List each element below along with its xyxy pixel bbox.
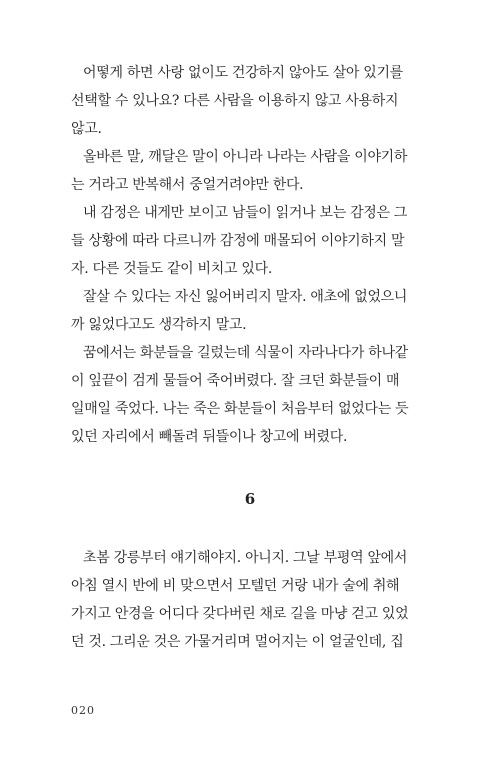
chapter-number: 6 [244, 490, 256, 508]
body-text-bottom [71, 544, 421, 656]
text-line: 일매일 죽었다. 나는 죽은 화분들이 처음부터 없었다는 듯 [71, 401, 409, 417]
text-line: 까 잃었다고도 생각하지 말고. [71, 317, 247, 333]
text-line: 올바른 말, 깨달은 말이 아니라 나라는 사람을 이야기하 [83, 149, 408, 165]
text-line: 잘살 수 있다는 자신 잃어버리지 말자. 애초에 없었으니 [83, 289, 408, 305]
text-line: 자. 다른 것들도 같이 비치고 있다. [71, 261, 272, 277]
text-line: 않고. [71, 121, 102, 137]
page-number: 020 [71, 704, 95, 717]
text-line: 내 감정은 내게만 보이고 남들이 읽거나 보는 감정은 그 [83, 205, 408, 221]
text-line: 가지고 안경을 어디다 갖다버린 채로 길을 마냥 걷고 있었 [71, 606, 409, 622]
text-line: 던 것. 그리운 것은 가물거리며 멀어지는 이 얼굴인데, 집 [71, 634, 404, 650]
body-text-top [71, 59, 421, 451]
text-line: 꿈에서는 화분들을 길렀는데 식물이 자라나다가 하나같 [83, 345, 408, 361]
text-line: 초봄 강릉부터 얘기해야지. 아니지. 그날 부평역 앞에서 [83, 550, 408, 566]
text-line: 이 잎끝이 검게 물들어 죽어버렸다. 잘 크던 화분들이 매 [71, 373, 400, 389]
text-line: 선택할 수 있나요? 다른 사람을 이용하지 않고 사용하지 [71, 93, 399, 109]
text-line: 들 상황에 따라 다르니까 감정에 매몰되어 이야기하지 말 [71, 233, 405, 249]
text-line: 어떻게 하면 사랑 없이도 건강하지 않아도 살아 있기를 [83, 65, 403, 81]
text-line: 는 거라고 반복해서 중얼거려야만 한다. [71, 177, 304, 193]
text-line: 아침 열시 반에 비 맞으면서 모텔던 거랑 내가 술에 취해 [71, 578, 400, 594]
text-line: 있던 자리에서 빼돌려 뒤뜰이나 창고에 버렸다. [71, 429, 348, 445]
